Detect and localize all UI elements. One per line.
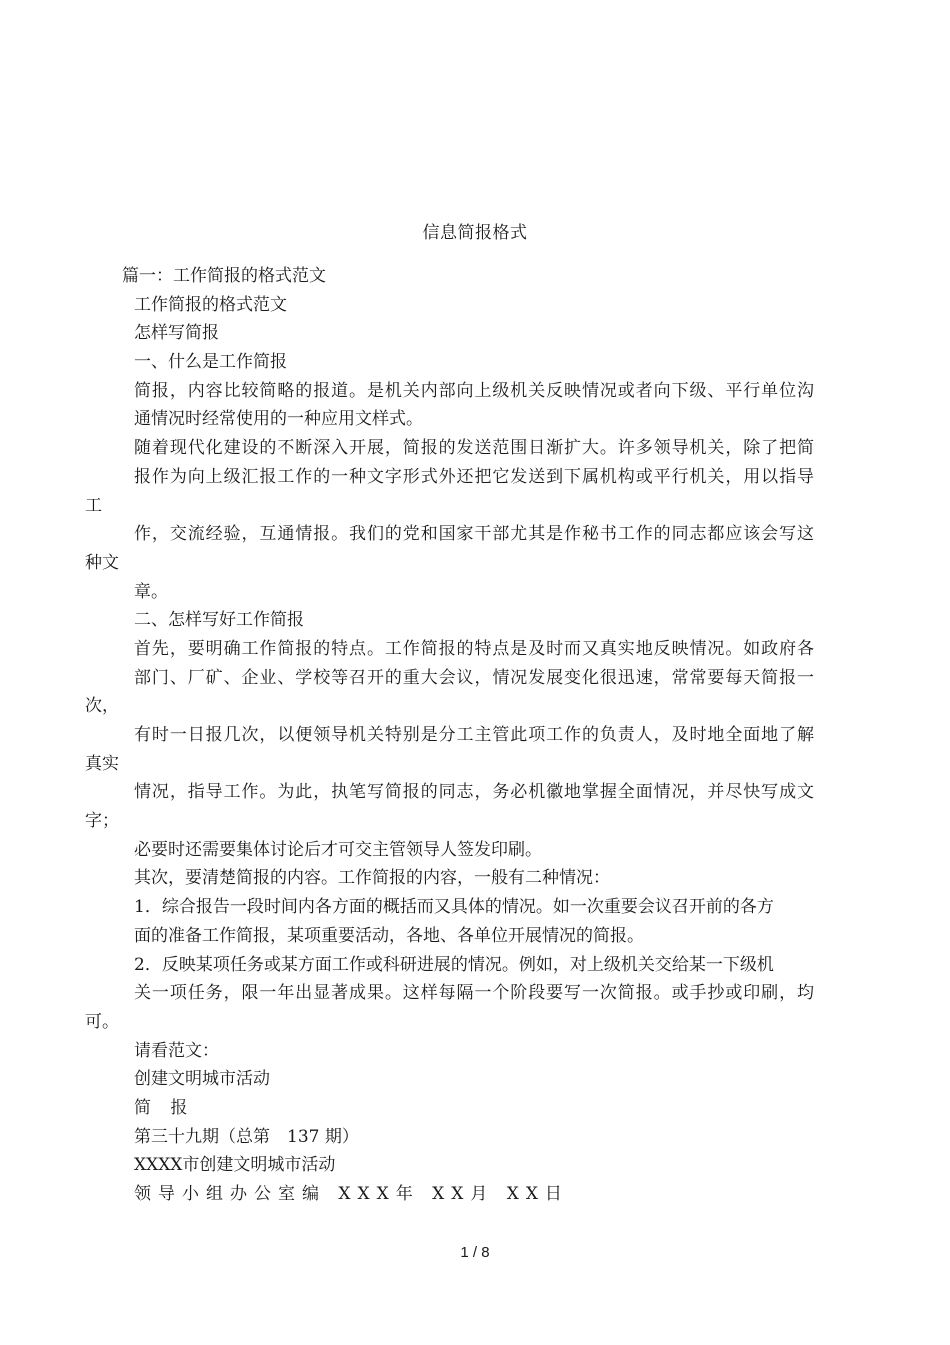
text-line: 关一项任务，限一年出显著成果。这样每隔一个阶段要写一次简报。或手抄或印刷，均 [134,983,814,1003]
text-line: 面的准备工作简报，某项重要活动，各地、各单位开展情况的简报。 [134,926,644,946]
text-line: 工 [85,496,102,516]
text-line: 作，交流经验，互通情报。我们的党和国家干部尤其是作秘书工作的同志都应该会写这 [134,524,814,544]
text-line: XXXX市创建文明城市活动 [134,1155,336,1175]
heading-line: 篇一：工作简报的格式范文 [122,266,326,286]
text-line: 1．综合报告一段时间内各方面的概括而又具体的情况。如一次重要会议召开前的各方 [134,897,774,917]
text-line: 第三十九期（总第 137 期） [134,1127,359,1147]
text-line: 随着现代化建设的不断深入开展，简报的发送范围日渐扩大。许多领导机关，除了把简 [134,438,814,458]
page-number: 1 / 8 [460,1244,490,1261]
text-line: 简 报 [134,1098,195,1118]
section-heading: 二、怎样写好工作简报 [134,610,304,630]
text-line: 必要时还需要集体讨论后才可交主管领导人签发印刷。 [134,840,542,860]
text-line: 其次，要清楚简报的内容。工作简报的内容，一般有二种情况： [134,868,610,888]
text-line: 2．反映某项任务或某方面工作或科研进展的情况。例如，对上级机关交给某一下级机 [134,955,774,975]
text-line: 次， [85,696,119,716]
text-line: 简报，内容比较简略的报道。是机关内部向上级机关反映情况或者向下级、平行单位沟 [134,381,814,401]
text-line: 有时一日报几次，以便领导机关特别是分工主管此项工作的负责人，及时地全面地了解 [134,725,814,745]
text-line: 部门、厂矿、企业、学校等召开的重大会议，情况发展变化很迅速，常常要每天简报一 [134,668,814,688]
text-line: 领导小组办公室编 XXX年 XX月 XX日 [134,1184,569,1204]
text-line: 创建文明城市活动 [134,1069,270,1089]
text-line: 首先，要明确工作简报的特点。工作简报的特点是及时而又真实地反映情况。如政府各 [134,639,814,659]
text-line: 章。 [134,582,168,602]
document-title: 信息简报格式 [422,223,528,243]
section-heading: 一、什么是工作简报 [134,352,287,372]
text-line: 通情况时经常使用的一种应用文样式。 [134,409,423,429]
text-line: 怎样写简报 [134,323,219,343]
text-line: 种文 [85,553,119,573]
text-line: 字； [85,811,119,831]
text-line: 请看范文： [134,1041,219,1061]
text-line: 情况，指导工作。为此，执笔写简报的同志，务必机徽地掌握全面情况，并尽快写成文 [134,782,814,802]
text-line: 可。 [85,1012,119,1032]
text-line: 工作简报的格式范文 [134,295,287,315]
text-line: 真实 [85,754,119,774]
text-line: 报作为向上级汇报工作的一种文字形式外还把它发送到下属机构或平行机关，用以指导 [134,467,814,487]
